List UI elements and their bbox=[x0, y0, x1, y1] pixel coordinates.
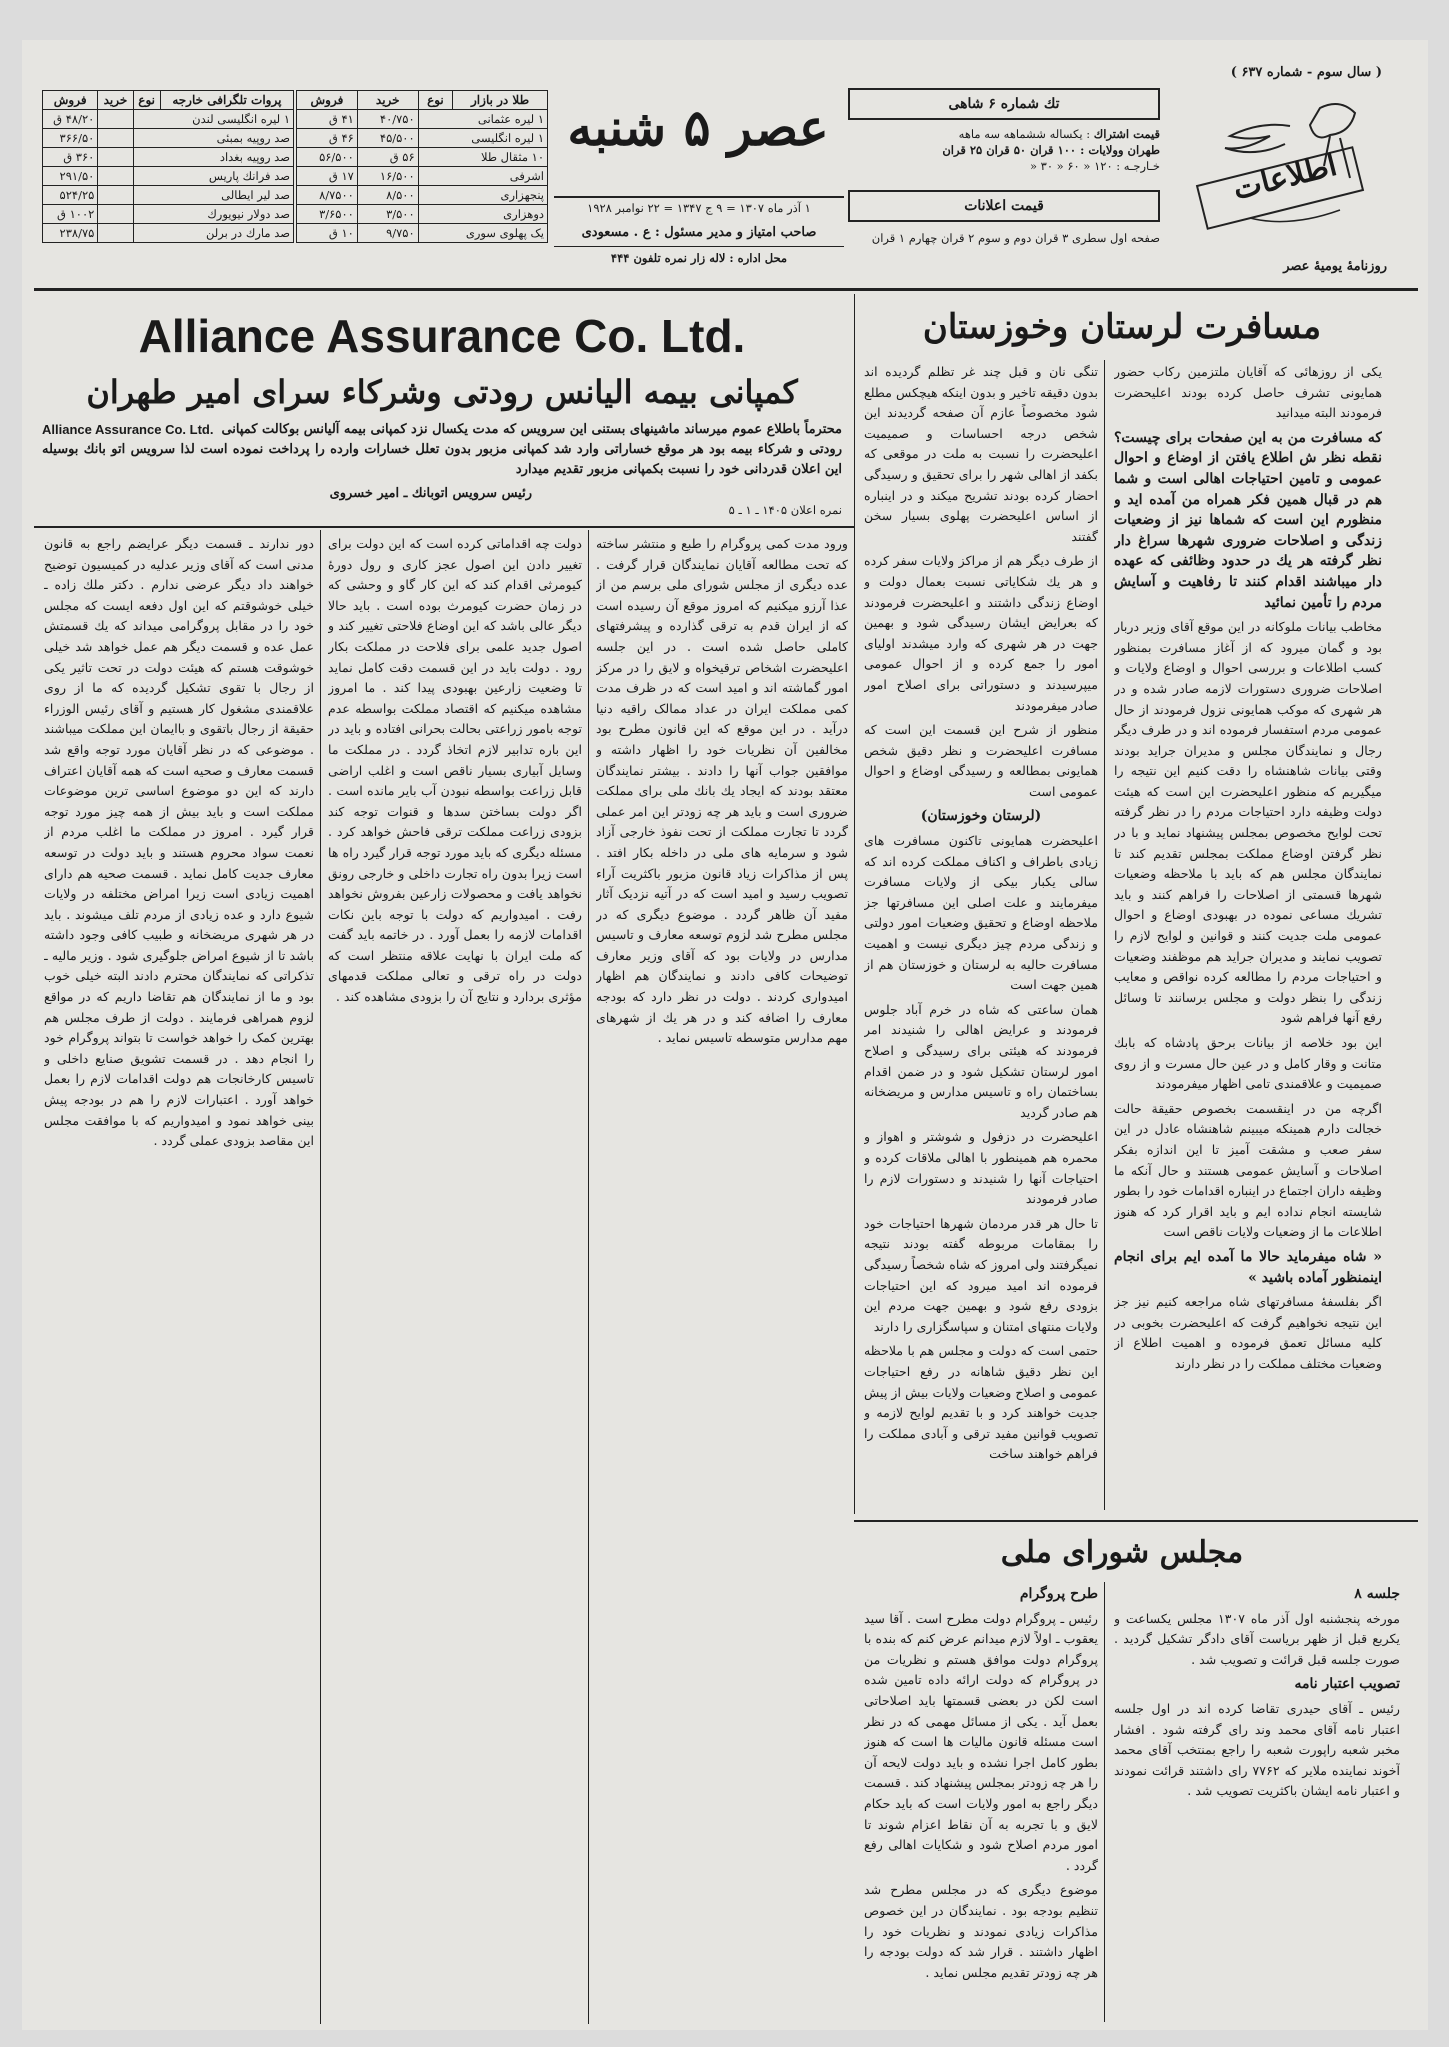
currency-type-cell: ۱ لیره انگلیسی لندن bbox=[133, 110, 293, 129]
single-issue-price: تك شماره ۶ شاهی bbox=[948, 96, 1060, 112]
currency-type-cell: صد روپیه بمبئی bbox=[133, 129, 293, 148]
gold-type-cell: ۱ لیره عثمانی bbox=[418, 110, 547, 129]
gold-row bbox=[297, 110, 548, 129]
currency-type-cell: صد لیر ایطالی bbox=[133, 186, 293, 205]
currency-buy-cell bbox=[98, 110, 133, 129]
currency-col-buy: خرید bbox=[98, 91, 133, 110]
editorial-col-1 bbox=[1114, 362, 1382, 1510]
editorial-col2-p7: تا حال هر قدر مردمان شهرها احتیاجات خود را بمقامات مربوطه گفته بودند نتیجه نمیگرفتند ولی امروز که شاه شخصاً رسیدگی فرموده اند امید میرود که این احتیاجات بزودی رفع شود و بهمین جهت مردم این ولایات منتهای امتنان و سپاسگزاری را دارند bbox=[864, 1215, 1098, 1334]
daily-label: روزنامهٔ یومیهٔ عصر bbox=[1283, 259, 1387, 274]
majlis-subject-mid: موضوع دیگری که در مجلس مطرح شد تنظیم بودجه بود . نمایندگان در این خصوص مذاکرات زیادی نمودند و نظریات خود را اظهار داشتند . قرار شد که دولت بودجه را هر چه زودتر تقدیم مجلس نماید . bbox=[864, 1882, 1098, 1980]
gold-type-cell: یک پهلوی سوری bbox=[418, 224, 547, 243]
currency-type-cell: صد مارك در برلن bbox=[133, 224, 293, 243]
editorial-col1-p4: اگرچه من در اینقسمت بخصوص حقیقة حالت خجالت دارم همینکه میبینم شاهنشاه عادل در این سفر صعب و مشقت آمیز تا این اندازه بفکر اصلاحات و آسایش عمومی هستند و حال آنکه ما وظیفه داران اجتماع در اینباره اقدامات خود را بطور شایسته انجام نداده ایم و باید اقرار کرد که هنوز اطلاعات ما از وضعیات ولایات ناقص است bbox=[1114, 1100, 1382, 1240]
majlis-col-1 bbox=[1114, 1584, 1400, 2018]
currency-type-cell: صد روپیه بغداد bbox=[133, 148, 293, 167]
editorial-col2-p2: از طرف دیگر هم از مراکز ولایات سفر کرده و هر یك شکایاتی نسبت بعمال دولت و اوضاع زندگی داشتند و اعلیحضرت فرمودند که بعرایض ایشان رسیدگی شود و بهمین جهت در هر شهری که وارد میشدند اولیای امور را جمع کرده و از احوال عمومی میپرسیدند و دستوراتی برای اصلاح امور صادر میفرمودند bbox=[864, 553, 1098, 713]
gold-buy-cell: ۱۶/۵۰۰ bbox=[357, 167, 418, 186]
subscription-periods: : یکساله ششماهه سه ماهه bbox=[958, 127, 1091, 141]
gold-buy-cell: ۹/۷۵۰ bbox=[357, 224, 418, 243]
ads-price-box bbox=[848, 190, 1160, 222]
gold-col-sell: فروش bbox=[297, 91, 358, 110]
gold-sell-cell: ۱۷ ق bbox=[297, 167, 358, 186]
volume-issue: ( سال سوم - شماره ۶۳۷ ) bbox=[1230, 65, 1382, 80]
single-price-box bbox=[848, 88, 1160, 120]
editorial-col2-p1: تنگی نان و قبل چند غر تظلم گردیده اند بدون دقیقه تاخیر و بدون اینکه هیچکس مطلع شود مخصوصاً عازم آن صفحه گردیدند این شخص درجه احساسات و صمیمیت اعلیحضرت را نسبت به ملت در موقعی که بکفد از اهالی شهر را برای تحقیق و رسیدگی احضار کرده بودند تشریح میکند و در اینباره از اساس اعلیحضرت پهلوی بسیار سخن گفتند bbox=[864, 364, 1098, 544]
logo-text: اطلاعات bbox=[1229, 147, 1341, 208]
currency-row bbox=[43, 205, 294, 224]
majlis-program-text: رئیس ـ پروگرام دولت مطرح است . آقا سید یعقوب ـ اولاً لازم میدانم عرض کنم که بنده با پروگرام دولت موافق هستم و نظریات من در پروگرام که دولت ارائه داده تامین شده است لکن در بعضی قسمتها باید اصلاحاتی بعمل آید . یکی از مسائل مهمی که در نظر است مسئله قانون مالیات ها است که هنوز بطور کامل اجرا نشده و باید دولت لایحه آن را هر چه زودتر بمجلس پیشنهاد کند . قسمت دیگر راجع به امور ولایات است که باید حکام لایق و با تجربه به آن نقاط اعزام شوند تا امور مردم اصلاح شود و شکایات اهالی رفع گردد . bbox=[864, 1610, 1098, 1873]
editorial-col1-p1: یکی از روزهائی که آقایان ملتزمین رکاب حضور همایونی تشرف حاصل کرده بودند اعلیحضرت فرمودند البته میدانید bbox=[1114, 364, 1382, 421]
editorial-col2-p3: منظور از شرح این قسمت این است که مسافرت اعلیحضرت و نظر دقیق شخص همایونی بمطالعه و رسیدگی اوضاع و احوال عمومی است bbox=[864, 722, 1098, 799]
ads-price-title: قیمت اعلانات bbox=[964, 198, 1044, 214]
currency-buy-cell bbox=[98, 167, 133, 186]
alliance-inline-english: Alliance Assurance Co. Ltd. bbox=[42, 422, 214, 437]
currency-buy-cell bbox=[98, 205, 133, 224]
gold-row bbox=[297, 205, 548, 224]
gold-sell-cell: ۵۶/۵۰۰ bbox=[297, 148, 358, 167]
gold-sell-cell: ۸/۷۵۰۰ bbox=[297, 186, 358, 205]
article-col-a bbox=[596, 534, 848, 2014]
exchange-rates bbox=[42, 90, 548, 262]
currency-sell-cell: ۱۰۰۲ ق bbox=[43, 205, 98, 224]
gold-type-cell: پنجهزاری bbox=[418, 186, 547, 205]
gold-buy-cell: ۵۶ ق bbox=[357, 148, 418, 167]
gold-col-type: نوع bbox=[418, 91, 453, 110]
gold-row bbox=[297, 148, 548, 167]
article-col-b bbox=[328, 534, 582, 2014]
majlis-session-label: جلسه ۸ bbox=[1354, 1586, 1400, 1602]
currency-row bbox=[43, 129, 294, 148]
editorial-col1-bold2: « شاه میفرماید حالا ما آمده ایم برای انجام اینمنظور آماده باشید » bbox=[1114, 1248, 1382, 1286]
editorial-col2-p4: اعلیحضرت همایونی تاکنون مسافرت های زیادی باطراف و اکناف مملکت کرده اند که سالی یکبار بیکی از ولایات مسافرت میفرمایند و علت اصلی این مسافرتها جز ملاحظه اوضاع و تحقیق وضعیات امور دولتی و زندگی مردم چیز دیگری نیست و اهمیت مسافرت حالیه به لرستان و خوزستان هم از همین جهت است bbox=[864, 833, 1098, 993]
majlis-credentials-text: رئیس ـ آقای حیدری تقاضا کرده اند در اول جلسه اعتبار نامه آقای محمد وند رای گرفته شود . افشار مخبر شعبه راپورت شعبه را راجع بمنتخب آقای محمد آخوند نماینده ملایر که ۷۷۶۲ رای داشتند قرائت نمودند و اعتبار نامه ایشان باکثریت تصویب شد . bbox=[1114, 1700, 1400, 1799]
gold-type-cell: ۱۰ مثقال طلا bbox=[418, 148, 547, 167]
gold-buy-cell: ۴۰/۷۵۰ bbox=[357, 110, 418, 129]
gold-sell-cell: ۳/۶۵۰۰ bbox=[297, 205, 358, 224]
alliance-persian-title: کمپانی بیمه الیانس رودتی وشرکاء سرای امیر طهران bbox=[86, 373, 798, 411]
currency-row bbox=[43, 110, 294, 129]
currency-row bbox=[43, 224, 294, 243]
currency-sell-cell: ۳۶۰ ق bbox=[43, 148, 98, 167]
newspaper-page bbox=[22, 40, 1428, 2030]
currency-rates-table bbox=[42, 90, 294, 243]
gold-header: طلا در بازار bbox=[453, 91, 548, 110]
abroad-price: خـارجـه : ۱۲۰ « ۶۰ « ۳۰ « bbox=[1029, 159, 1160, 173]
majlis-session-text: مورخه پنجشنبه اول آذر ماه ۱۳۰۷ مجلس یکساعت و یکربع قبل از ظهر بریاست آقای دادگر تشکیل گردید . صورت جلسه قبل قرائت و تصویب شد . bbox=[1114, 1610, 1400, 1667]
currency-sell-cell: ۲۳۸/۷۵ bbox=[43, 224, 98, 243]
gold-sell-cell: ۱۰ ق bbox=[297, 224, 358, 243]
currency-row bbox=[43, 186, 294, 205]
gold-col-buy: خرید bbox=[357, 91, 418, 110]
gold-type-cell: ۱ لیره انگلیسی bbox=[418, 129, 547, 148]
date-line: ۱ آذر ماه ۱۳۰۷ = ۹ ج ۱۳۴۷ = ۲۲ نوامبر ۱۹۲۸ bbox=[587, 201, 811, 215]
gold-type-cell: اشرفی bbox=[418, 167, 547, 186]
editorial-col1-p2: مخاطب بیانات ملوکانه در این موقع آقای وزیر دربار بود و گمان میرود که از آغاز مسافرت بمنظور کسب اطلاعات و بررسی احوال و اوضاع ولایات و اصلاحات ضروری دستورات لازمه صادر شده و در هر شهری که موکب همایونی نزول فرمودند از حال عمومی مردم استفسار فرموده اند و در طرف دیگر رجال و نمایندگان مجلس و مدیران جراید بودند وقتی بیانات شاهنشاه را دقت کنیم این نتیجه را میگیریم که منظور اعلیحضرت این است که هیئت دولت وظیفه دارد احتیاجات مردم را در نظر گرفته تحت لوایح مخصوص بمجلس پیشنهاد نماید و با در نظر گرفتن اوضاع مملکت بمجلس تقدیم کند تا نمایندگان مجلس هم که باید با ملاحظه وضعیات شهرها قسمتی از اصلاحات را فراهم کنند و باید تشریك مساعی نموده در بهبودی اوضاع و احوال عمومی ملت جدیت کنند و قوانین و لوایح لازم را تصویب نمایند و مدیران جراید هم موظفند وضعیات و احتیاجات مردم را مطالعه کرده نواقص و معایب زندگی را بنظر دولت و مجلس برسانند تا وسائل رفع آنها فراهم شود bbox=[1114, 619, 1382, 1026]
majlis-title: مجلس شورای ملی bbox=[1000, 1535, 1244, 1570]
alliance-signature: رئیس سرویس اتوبانك ـ امیر خسروی bbox=[329, 486, 532, 501]
currency-type-cell: صد دولار نیویورك bbox=[133, 205, 293, 224]
ads-price-detail: صفحه اول سطری ۳ قران دوم و سوم ۲ قران چهارم ۱ قران bbox=[871, 231, 1160, 245]
masthead-logo bbox=[1170, 88, 1398, 238]
currency-type-cell: صد فرانك پاریس bbox=[133, 167, 293, 186]
editorial-col1-p3: این بود خلاصه از بیانات برحق پادشاه که بابك متانت و وقار کامل و در عین حال مسرت و از روی صمیمیت و علاقمندی تامی اظهار میفرمودند bbox=[1114, 1035, 1382, 1092]
alliance-ad-number: نمره اعلان ۱۴۰۵ ـ ۱ ـ ۵ bbox=[728, 503, 842, 517]
currency-buy-cell bbox=[98, 148, 133, 167]
editorial-col1-p5: اگر بفلسفهٔ مسافرتهای شاه مراجعه کنیم نیز جز این نتیجه نخواهیم گرفت که اعلیحضرت بخوبی در کلیه مسائل تعمق فرموده و اهمیت اطلاع از وضعیات مختلف مملکت را در نظر دارند bbox=[1114, 1294, 1382, 1371]
subscription-block bbox=[848, 126, 1160, 174]
gold-row bbox=[297, 129, 548, 148]
editorial-col-2 bbox=[864, 362, 1098, 1510]
editorial-col2-p8: حتمی است که دولت و مجلس هم با ملاحظه این نظر دقیق شاهانه در رفع احتیاجات عمومی و اصلاح وضعیات ولایات بیش از پیش جدیت خواهند کرد و با تقدیم لوایح لازمه و تصویب قوانین مفید ترقی و آبادی مملکت را فراهم خواهند ساخت bbox=[864, 1343, 1098, 1462]
majlis-program-head: طرح پروگرام bbox=[1019, 1586, 1098, 1602]
gold-sell-cell: ۴۶ ق bbox=[297, 129, 358, 148]
office-line: محل اداره : لاله زار نمره تلفون ۴۴۴ bbox=[610, 251, 788, 265]
gold-row bbox=[297, 186, 548, 205]
article-col-c bbox=[44, 534, 314, 2014]
article-col-a-text: ورود مدت کمی پروگرام را طبع و منتشر ساخته که تحت مطالعه آقایان نمایندگان قرار گرفت . عده دیگری از مجلس شورای ملی برسم من از عذا آرزو میکنیم که امروز موقع آن رسیده است که از ایران قدم به ترقی گذارده و پیشرفتهای کاملی حاصل شده است . در این جلسه اعلیحضرت اشخاص ترقیخواه و لایق را در مرکز امور گماشته اند و امید است که در ظرف مدت کمی مملکت ایران در عداد ممالک راقیه دنیا درآید . در این موقع که این قانون مطرح بود مخالفین آن نظریات خود را اظهار داشته و موافقین جواب آنها را دادند . بیشتر نمایندگان معتقد بودند که ایجاد یك بانك ملی برای مملکت ضروری است و باید هر چه زودتر این امر عملی گردد تا تجارت مملکت از تحت نفوذ خارجی آزاد شود و سرمایه های ملی در داخله بکار افتد . پس از مذاکرات زیاد قانون مزبور باکثریت آراء تصویب رسید و امید است که در آتیه نزدیک آثار مفید آن ظاهر گردد . موضوع دیگری که در مجلس مطرح شد لزوم توسعه معارف و تاسیس مدارس در ولایات بود که آقای وزیر معارف توضیحات کافی دادند و نمایندگان هم اظهار امیدواری کردند . دولت در نظر دارد که بودجه معارف را اضافه کند و در هر یك از شهرهای مهم مدارس متوسطه تاسیس نماید . bbox=[596, 536, 848, 1046]
alliance-body-block bbox=[42, 420, 842, 480]
currency-col-type: نوع bbox=[133, 91, 160, 110]
currency-row bbox=[43, 148, 294, 167]
gold-sell-cell: ۴۱ ق bbox=[297, 110, 358, 129]
gold-buy-cell: ۳/۵۰۰ bbox=[357, 205, 418, 224]
currency-sell-cell: ۵۲۴/۲۵ bbox=[43, 186, 98, 205]
currency-sell-cell: ۴۸/۲۰ ق bbox=[43, 110, 98, 129]
currency-buy-cell bbox=[98, 186, 133, 205]
majlis-credentials-head: تصویب اعتبار نامه bbox=[1294, 1676, 1400, 1693]
editorial-col2-p6: اعلیحضرت در دزفول و شوشتر و اهواز و محمره هم همینطور با اهالی ملاقات کرده و احتیاجات آنها را شنیدند و دستورات لازم را صادر فرمودند bbox=[864, 1129, 1098, 1207]
currency-col-sell: فروش bbox=[43, 91, 98, 110]
currency-buy-cell bbox=[98, 224, 133, 243]
gold-row bbox=[297, 167, 548, 186]
alliance-body: محترماً باطلاع عموم میرساند ماشینهای بستنی این سرویس که مدت یکسال نزد کمپانی بیمه آلیانس بوکالت کمپانی رودتی و شرکاء بیمه بود هر موقع خساراتی وارد شد کمپانی مزبور بدون تعلل خسارات وارده را پرداخت نموده است لذا سرویس اتو بانك بوسیله این اعلان قدردانی خود را نسبت بکمپانی مزبور تقدیم میدارد bbox=[42, 422, 842, 477]
subscription-title: قیمت اشتراك bbox=[1093, 127, 1160, 141]
currency-sell-cell: ۲۹۱/۵۰ bbox=[43, 167, 98, 186]
currency-buy-cell bbox=[98, 129, 133, 148]
gold-buy-cell: ۴۵/۵۰۰ bbox=[357, 129, 418, 148]
day-title: عصر ۵ شنبه bbox=[567, 98, 829, 157]
alliance-title: Alliance Assurance Co. Ltd. bbox=[138, 310, 746, 362]
currency-header: پروات تلگرافی خارجه bbox=[160, 91, 293, 110]
editorial-col2-bold: (لرستان وخوزستان) bbox=[920, 808, 1042, 825]
tehran-provinces-price: طهران وولایات : ۱۰۰ قران ۵۰ قران ۲۵ قران bbox=[942, 143, 1160, 157]
currency-sell-cell: ۳۶۶/۵۰ bbox=[43, 129, 98, 148]
owner-line: صاحب امتیاز و مدیر مسئول : ع . مسعودی bbox=[581, 225, 817, 240]
editorial-title: مسافرت لرستان وخوزستان bbox=[922, 307, 1322, 347]
editorial-col1-bold: که مسافرت من به این صفحات برای چیست؟ نقطه نظر ش اطلاع یافتن از اوضاع و احوال عمومی و تامین احتیاجات اهالی است و شما هم در قبال همین فکر همراه من آمده اید و منظورم این است که شماها نیز از وضعیات زندگی و اصلاحات ضروری شهرها سراغ دار نظر گرفته هر یك در حدود وظائفی که عهده دار میباشند اقدام کنند تا رفاهیت و آسایش مردم را تأمین نمائید bbox=[1114, 429, 1382, 611]
gold-rates-table bbox=[296, 90, 548, 243]
article-col-b-text: دولت چه اقداماتی کرده است که این دولت برای تغییر دادن این اصول عجز کاری و رول دورهٔ کیومرثی اقدام کند که این کار گاو و وحشی که در زمان حضرت کیومرث بوده است . باید حالا دیگر عالی باشد که این اوضاع فلاحتی تغییر کند و اصول جدید علمی برای فلاحت در مملکت بکار رود . دولت باید در این قسمت دقت کامل نماید تا وضعیت زارعین بهبودی پیدا کند . ما امروز مشاهده میکنیم که اقتصاد مملکت بواسطه عدم توجه بامور زراعتی بحالت بحرانی افتاده و باید در این باره تدابیر لازم اتخاذ گردد . در مملکت ما وسایل آبیاری بسیار ناقص است و اغلب اراضی قابل زراعت بواسطه نبودن آب بایر مانده است . اگر دولت بساختن سدها و قنوات توجه کند بزودی زراعت مملکت ترقی فاحش خواهد کرد . مسئله دیگری که باید مورد توجه قرار گیرد راه ها است زیرا بدون راه تجارت داخلی و خارجی رونق نخواهد یافت و محصولات زارعین بفروش نخواهد رفت . امیدواریم که دولت با توجه باین نکات اقدامات لازمه را بعمل آورد . در خاتمه باید گفت که ملت ایران با نهایت علاقه منتظر است که دولت در راه ترقی و تعالی مملکت قدمهای مؤثری بردارد و نتایج آن را بزودی مشاهده کند . bbox=[328, 536, 582, 1005]
editorial-col2-p5: همان ساعتی که شاه در خرم آباد جلوس فرمودند و عرایض اهالی را شنیدند امر فرمودند که هیئتی برای رسیدگی و اصلاح امور لرستان تشکیل شود و در ضمن اقدام بساختمان راه و تاسیس مدارس و مریضخانه هم صادر گردید bbox=[864, 1001, 1098, 1120]
currency-row bbox=[43, 167, 294, 186]
article-col-c-text: دور ندارند ـ قسمت دیگر عرایضم راجع به قانون مدنی است که آقای وزیر عدلیه در کمیسیون توضیح خواهند داد دیگر عرضی ندارم . دکتر ملك زاده ـ خیلی خوشوقتم که این اول دفعه ایست که مجلس خود را در مقابل پروگرامی میداند که یك قسمتش عمل عده و قسمت دیگر هم عمل خواهد شد خیلی خوشوقت هستم که هیئت دولت در تحت تاثیر یکی از رجال با تقوی تشکیل گردیده که ما از روی علاقمندی مشغول کار هستیم و آقای رئیس الوزراء حقیقة از رجال باتقوی و باایمان این مملکت میباشند . موضوعی که در نظر آقایان مورد توجه واقع شد قسمت معارف و صحیه است که همه آقایان اعتراف دارند که این دو موضوع اساسی ترین موضوعات مملکت است و باید بیش از همه چیز مورد توجه قرار گیرد . امروز در مملکت ما اغلب مردم از نعمت سواد محروم هستند و باید دولت در توسعه معارف جدیت کامل نماید . قسمت صحیه هم دارای اهمیت زیادی است زیرا امراض مختلفه در ولایات شیوع دارد و عده زیادی از مردم تلف میشوند . باید در هر شهری مریضخانه و طبیب کافی وجود داشته باشد تا از شیوع امراض جلوگیری شود . وزیر مالیه ـ تذکراتی که نمایندگان محترم دادند البته خیلی خوب بود و ما از نمایندگان هم تقاضا داریم که در مواقع لزوم همراهی فرمایند . دولت از طرف مجلس هم بهترین کمک را خواهد خواست تا بتواند پروگرام خود را انجام دهد . در قسمت تشویق صنایع داخلی و تاسیس کارخانجات هم دولت اقدامات لازم را بعمل خواهد آورد . اعتبارات لازم را هم در بودجه پیش بینی خواهد نمود و امیدواریم که با موافقت مجلس این مقاصد بزودی عملی گردد . bbox=[44, 536, 314, 1149]
gold-type-cell: دوهزاری bbox=[418, 205, 547, 224]
gold-row bbox=[297, 224, 548, 243]
majlis-col-2 bbox=[864, 1584, 1098, 2018]
gold-buy-cell: ۸/۵۰۰ bbox=[357, 186, 418, 205]
